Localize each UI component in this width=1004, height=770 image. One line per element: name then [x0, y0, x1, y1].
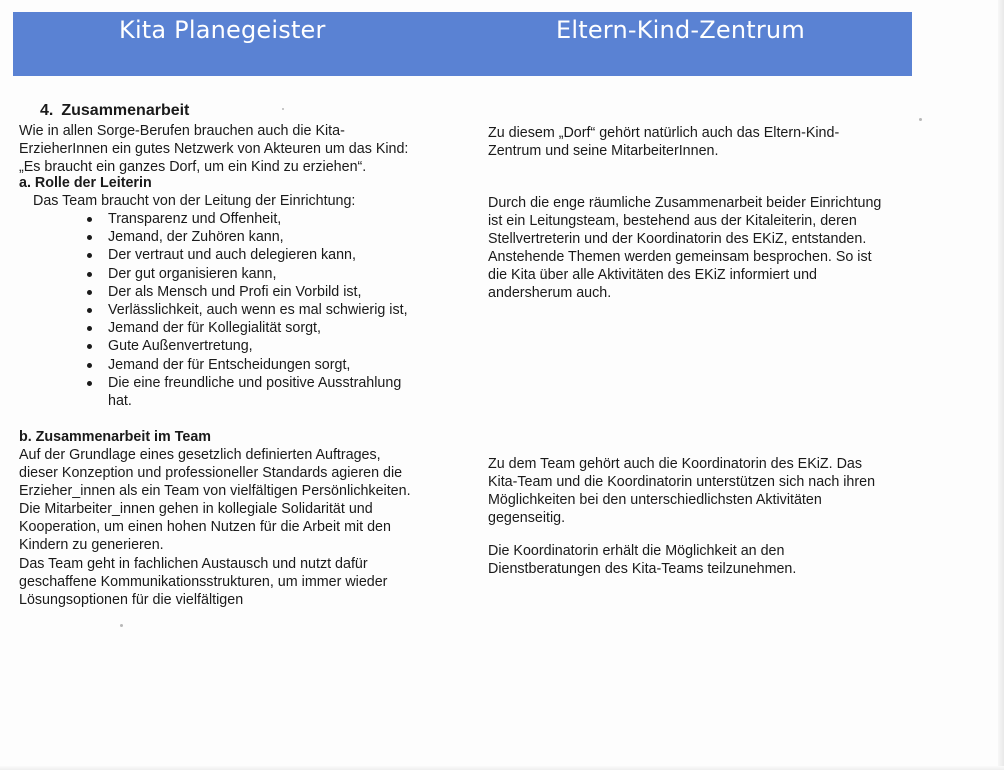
list-item: Transparenz und Offenheit,: [82, 210, 408, 228]
intro-line: „Es braucht ein ganzes Dorf, um ein Kind zu erziehen“.: [19, 159, 367, 176]
leitung-expectations-list: [82, 210, 408, 410]
team-line: Die Mitarbeiter_innen gehen in kollegiale Solidarität und: [19, 501, 373, 518]
section-title-text: Zusammenarbeit: [61, 102, 190, 119]
list-item: Jemand der für Kollegialität sorgt,: [82, 319, 408, 337]
team-line: Kooperation, um einen hohen Nutzen für die Arbeit mit den: [19, 519, 391, 536]
scan-speck: [919, 118, 922, 121]
team-line: geschaffene Kommunikationsstrukturen, um immer wieder: [19, 573, 388, 590]
paragraph-line: andersherum auch.: [488, 285, 612, 302]
intro-line: ErzieherInnen ein gutes Netzwerk von Akteuren um das Kind:: [19, 141, 409, 158]
paragraph-line: Durch die enge räumliche Zusammenarbeit beider Einrichtung: [488, 195, 882, 211]
paragraph-line: Dienstberatungen des Kita-Teams teilzunehmen.: [488, 561, 797, 578]
paragraph-line: Die Koordinatorin erhält die Möglichkeit an den: [488, 543, 785, 559]
scan-edge: [0, 766, 1004, 770]
list-item: Jemand der für Entscheidungen sorgt,: [82, 356, 408, 374]
team-line: Das Team geht in fachlichen Austausch und nutzt dafür: [19, 555, 368, 572]
scan-speck: [282, 108, 284, 110]
subheading-rolle-der-leiterin: a. Rolle der Leiterin: [19, 175, 152, 191]
intro-paragraph: [19, 122, 408, 176]
list-item: Die eine freundliche und positive Ausstrahlung: [82, 374, 408, 392]
scan-edge: [998, 0, 1004, 770]
team-line: Auf der Grundlage eines gesetzlich definierten Auftrages,: [19, 447, 381, 463]
leitungsteam-paragraph: [488, 194, 881, 303]
header-ekiz-title: Eltern-Kind-Zentrum: [556, 16, 805, 44]
paragraph-line: Zu dem Team gehört auch die Koordinatorin des EKiZ. Das: [488, 456, 863, 472]
paragraph-line: gegenseitig.: [488, 510, 566, 527]
subheading-zusammenarbeit-im-team: b. Zusammenarbeit im Team: [19, 429, 212, 445]
list-item: Gute Außenvertretung,: [82, 337, 408, 355]
intro-line: Wie in allen Sorge-Berufen brauchen auch die Kita-: [19, 123, 345, 139]
paragraph-line: Anstehende Themen werden gemeinsam besprochen. So ist: [488, 249, 872, 266]
section-number: 4.: [40, 102, 54, 119]
paragraph-line: ist ein Leitungsteam, bestehend aus der Kitaleiterin, deren: [488, 213, 857, 230]
section-title: [40, 102, 189, 120]
header-band: [13, 12, 912, 76]
header-kita-title: Kita Planegeister: [119, 16, 326, 44]
team-paragraph: [19, 446, 411, 609]
list-item-continuation: hat.: [108, 393, 132, 410]
list-item: Der vertraut und auch delegieren kann,: [82, 246, 408, 264]
list-item: Jemand, der Zuhören kann,: [82, 228, 408, 246]
koordinatorin-team-paragraph: [488, 455, 875, 527]
team-line: Kindern zu generieren.: [19, 537, 164, 554]
paragraph-line: Zu diesem „Dorf“ gehört natürlich auch das Eltern-Kind-: [488, 125, 840, 141]
paragraph-line: die Kita über alle Aktivitäten des EKiZ informiert und: [488, 267, 817, 284]
dienstberatung-paragraph: [488, 542, 796, 578]
team-line: dieser Konzeption und professioneller Standards agieren die: [19, 465, 403, 482]
paragraph-line: Kita-Team und die Koordinatorin unterstützen sich nach ihren: [488, 474, 876, 491]
list-item: Verlässlichkeit, auch wenn es mal schwierig ist,: [82, 301, 408, 319]
paragraph-line: Zentrum und seine MitarbeiterInnen.: [488, 143, 719, 160]
ekiz-dorf-paragraph: [488, 124, 839, 160]
team-line: Lösungsoptionen für die vielfältigen: [19, 591, 244, 608]
scan-speck: [120, 624, 123, 627]
paragraph-line: Möglichkeiten bei den unterschiedlichsten Aktivitäten: [488, 492, 822, 509]
paragraph-line: Stellvertreterin und der Koordinatorin des EKiZ, entstanden.: [488, 231, 867, 248]
team-line: Erzieher_innen als ein Team von vielfältigen Persönlichkeiten.: [19, 483, 411, 500]
leitung-lead-text: Das Team braucht von der Leitung der Einrichtung:: [33, 193, 356, 209]
list-item: Der gut organisieren kann,: [82, 265, 408, 283]
list-item: Der als Mensch und Profi ein Vorbild ist,: [82, 283, 408, 301]
